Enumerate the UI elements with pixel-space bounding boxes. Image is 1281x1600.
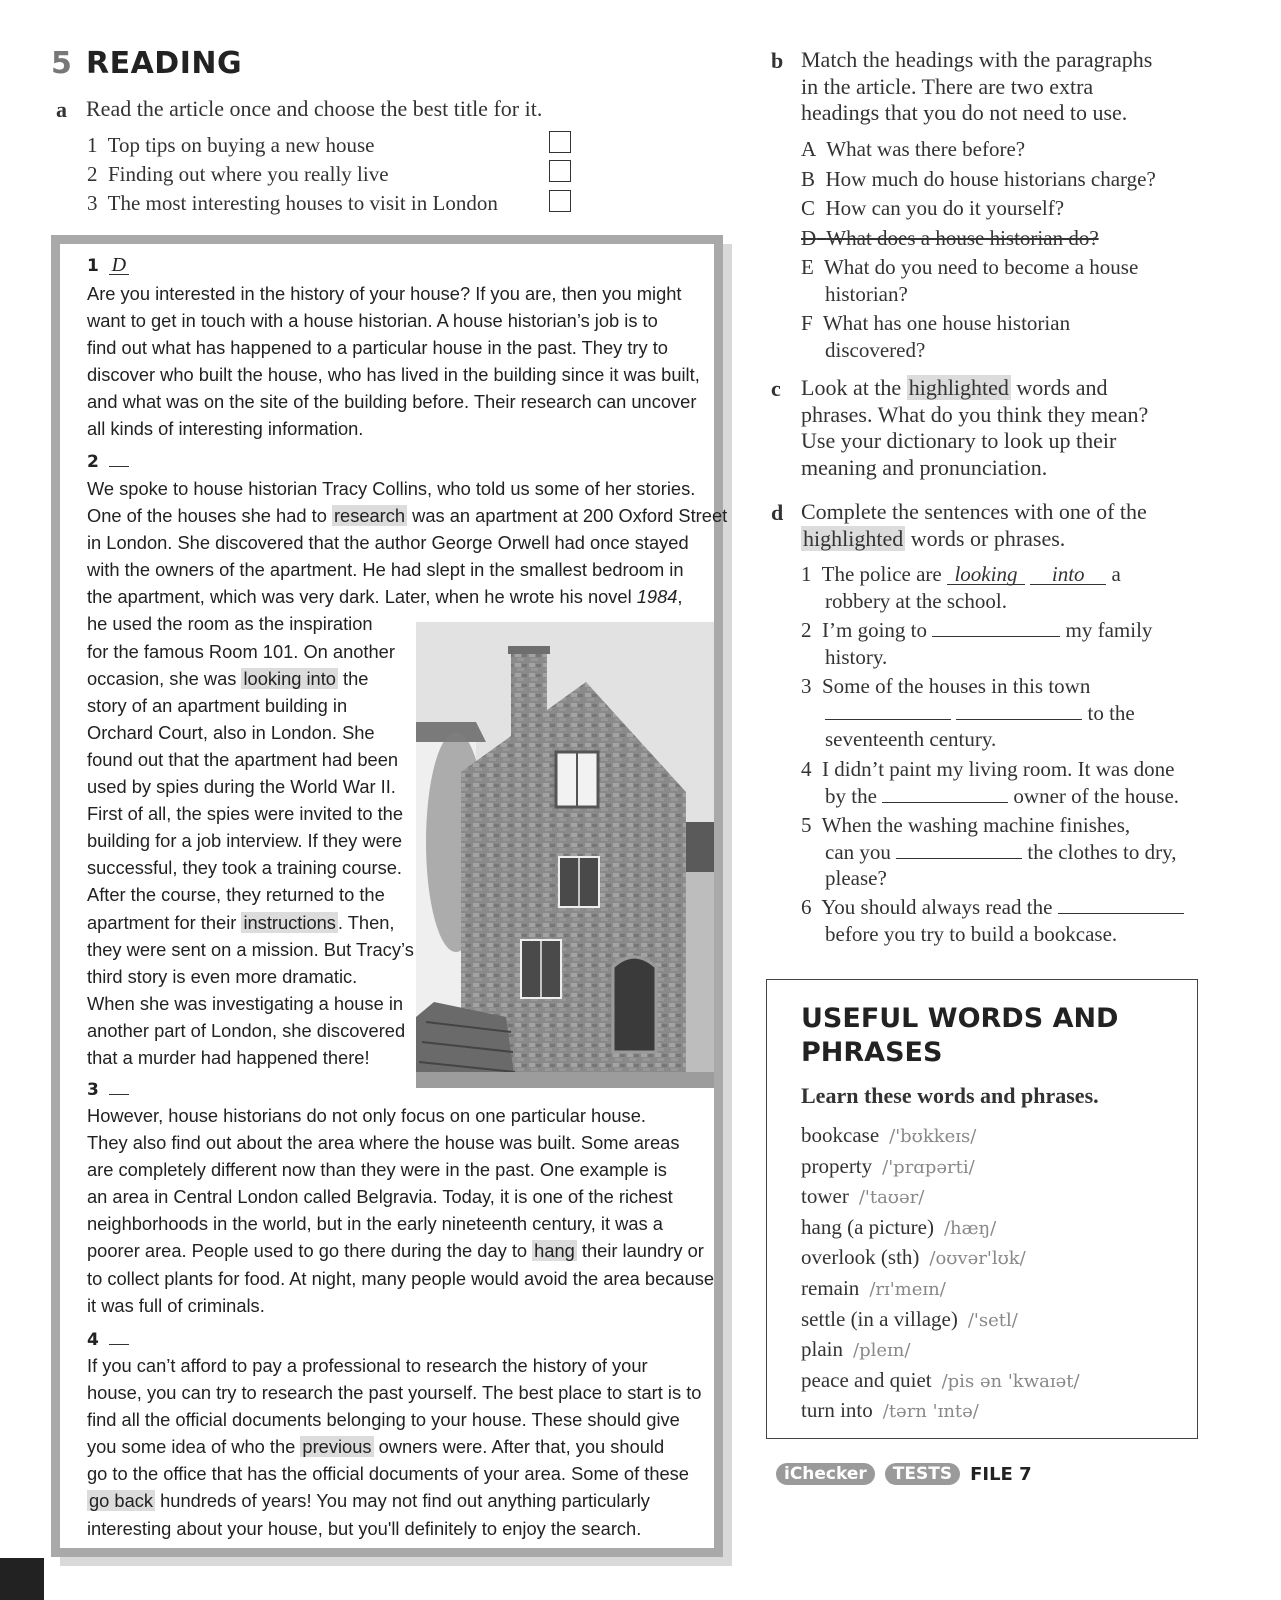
vocab-list xyxy=(801,1121,1080,1427)
heading-a: A What was there before? xyxy=(801,137,1026,161)
heading-e: E What do you need to become a house historian? xyxy=(801,255,1139,306)
part-a-letter: a xyxy=(56,97,67,122)
option-1: 1 Top tips on buying a new house xyxy=(87,133,375,157)
part-c-letter: c xyxy=(771,376,781,401)
sentence-3-blank-2[interactable] xyxy=(956,703,1082,720)
highlight-research: research xyxy=(333,505,406,527)
vocab-item: tower /'taʊər/ xyxy=(801,1184,925,1209)
paragraph-1-number: 1 D xyxy=(87,256,129,276)
file-label: FILE 7 xyxy=(970,1463,1032,1485)
option-1-checkbox[interactable] xyxy=(549,131,571,153)
useful-words-title: USEFUL WORDS AND PHRASES xyxy=(801,1003,1119,1068)
paragraph-3-number: 3 xyxy=(87,1080,129,1100)
part-d-letter: d xyxy=(771,500,784,525)
sentence-5: 5 When the washing machine finishes, can you the clothes to dry, please? xyxy=(801,813,1177,890)
ichecker-badge[interactable]: iChecker xyxy=(776,1463,875,1485)
sentence-3-blank-1[interactable] xyxy=(825,703,951,720)
useful-words-subtitle: Learn these words and phrases. xyxy=(801,1083,1099,1108)
vocab-item: property /'prɑpərti/ xyxy=(801,1153,975,1178)
highlight-go-back: go back xyxy=(89,1490,154,1512)
paragraph-1-answer[interactable]: D xyxy=(109,256,129,275)
paragraph-4: If you can’t afford to pay a professional to research the history of your house, you can try to research the past yourself. The best place to start is to find all the official documents belonging to your house. These should give you some idea of who the previous owners were. After that, you should go to the office that has the official documents of your area. Some of these go back hundreds of years! You may not find out anything particularly interesting about your house, but you'll definitely to enjoy the search. xyxy=(87,1355,702,1539)
paragraph-1: Are you interested in the history of your house? If you are, then you might want to get in touch with a house historian. A house historian’s job is to find out what has happened to a particular house in the past. They try to discover who built the house, who has lived in the building since it was built, and what was on the site of the building before. Their research can uncover all kinds of interesting information. xyxy=(87,283,700,440)
sentence-4-blank[interactable] xyxy=(882,786,1008,803)
highlight-looking-into: looking into xyxy=(243,667,336,689)
sentence-4: 4 I didn’t paint my living room. It was done by the owner of the house. xyxy=(801,757,1180,808)
stone-house-image xyxy=(416,622,714,1088)
vocab-item: overlook (sth) /oʊvər'lʊk/ xyxy=(801,1245,1026,1270)
option-2: 2 Finding out where you really live xyxy=(87,162,389,186)
house-photo xyxy=(416,622,714,1088)
section-title: READING xyxy=(86,46,243,81)
paragraph-2-answer[interactable] xyxy=(109,466,129,467)
sentence-1-blank-2[interactable]: into xyxy=(1030,564,1106,585)
heading-d-used: D What does a house historian do? xyxy=(801,226,1099,250)
highlight-previous: previous xyxy=(302,1436,372,1458)
paragraph-2: We spoke to house historian Tracy Collins, who told us some of her stories. One of the houses she had to research was an apartment at 200 Oxford Street in London. She discovered that the author George Orwell had once stayed with the owners of the apartment. He had slept in the smallest bedroom in the apartment, which was very dark. Later, when he wrote his novel 1984, he used the room as the inspiration for the famous Room 101. On another occasion, she was looking into the story of an apartment building in Orchard Court, also in London. She found out that the apartment had been used by spies during the World War II. First of all, the spies were invited to the building for a job interview. If they were successful, they took a training course. After the course, they returned to the apartment for their instructions . Then, they were sent on a mission. But Tracy’s third story is even more dramatic. When she was investigating a house in another part of London, she discovered that a murder had happened there! xyxy=(87,478,728,1068)
paragraph-3: However, house historians do not only focus on one particular house. They also find out about the area where the house was built. Some areas are completely different now than they were in the past. One example is an area in Central London called Belgravia. Today, it is one of the richest neighborhoods in the world, but in the early nineteenth century, it was a poorer area. People used to go there during the day to hang their laundry or to collect plants for food. At night, many people would avoid the area because it was full of criminals. xyxy=(87,1105,715,1316)
sentence-5-blank[interactable] xyxy=(896,842,1022,859)
vocab-item: remain /rɪ'meɪn/ xyxy=(801,1275,946,1300)
heading-f: F What has one house historian discovered? xyxy=(801,311,1071,362)
heading-c: C How can you do it yourself? xyxy=(801,196,1065,220)
vocab-item: bookcase /'bʊkkeɪs/ xyxy=(801,1123,977,1147)
vocab-item: peace and quiet /pis ən 'kwaɪət/ xyxy=(801,1367,1080,1392)
sentence-1-blank-1[interactable]: looking xyxy=(947,564,1025,585)
page-corner-mark xyxy=(0,1558,44,1600)
highlight-instructions: instructions xyxy=(243,911,336,933)
sentence-2-blank[interactable] xyxy=(932,620,1060,637)
part-b-letter: b xyxy=(771,48,784,73)
vocab-item: hang (a picture) /hæŋ/ xyxy=(801,1214,997,1239)
footer-links xyxy=(776,1463,1032,1485)
sentence-2: 2 I’m going to my family history. xyxy=(801,618,1153,669)
vocab-item: settle (in a village) /'setl/ xyxy=(801,1306,1018,1331)
section-number: 5 xyxy=(51,46,72,81)
paragraph-4-answer[interactable] xyxy=(109,1344,129,1345)
sentence-6-blank[interactable] xyxy=(1058,897,1184,914)
option-3-checkbox[interactable] xyxy=(549,190,571,212)
highlight-hang: hang xyxy=(534,1240,575,1262)
sentence-6: 6 You should always read the before you try to build a bookcase. xyxy=(801,894,1184,947)
sentence-1: 1 The police are looking into a robbery at the school. xyxy=(801,562,1121,613)
part-a-instruction: Read the article once and choose the best title for it. xyxy=(86,96,543,121)
part-b-instruction: Match the headings with the paragraphs in the article. There are two extra headings that you do not need to use. xyxy=(801,47,1153,125)
paragraph-3-answer[interactable] xyxy=(109,1094,129,1095)
vocab-item: plain /pleɪn/ xyxy=(801,1337,911,1362)
part-c-instruction: Look at the highlighted words and phrases. What do you think they mean? Use your dictionary to look up their meaning and pronunciation. xyxy=(801,375,1149,480)
vocab-item: turn into /tərn 'ɪntə/ xyxy=(801,1398,979,1423)
sentence-3: 3 Some of the houses in this town to the seventeenth century. xyxy=(801,674,1135,751)
paragraph-4-number: 4 xyxy=(87,1330,129,1350)
part-d-instruction: Complete the sentences with one of the highlighted words or phrases. xyxy=(801,499,1147,551)
option-2-checkbox[interactable] xyxy=(549,160,571,182)
paragraph-2-number: 2 xyxy=(87,452,129,472)
option-3: 3 The most interesting houses to visit in London xyxy=(87,191,498,215)
tests-badge[interactable]: TESTS xyxy=(885,1463,960,1485)
heading-b: B How much do house historians charge? xyxy=(801,167,1156,191)
